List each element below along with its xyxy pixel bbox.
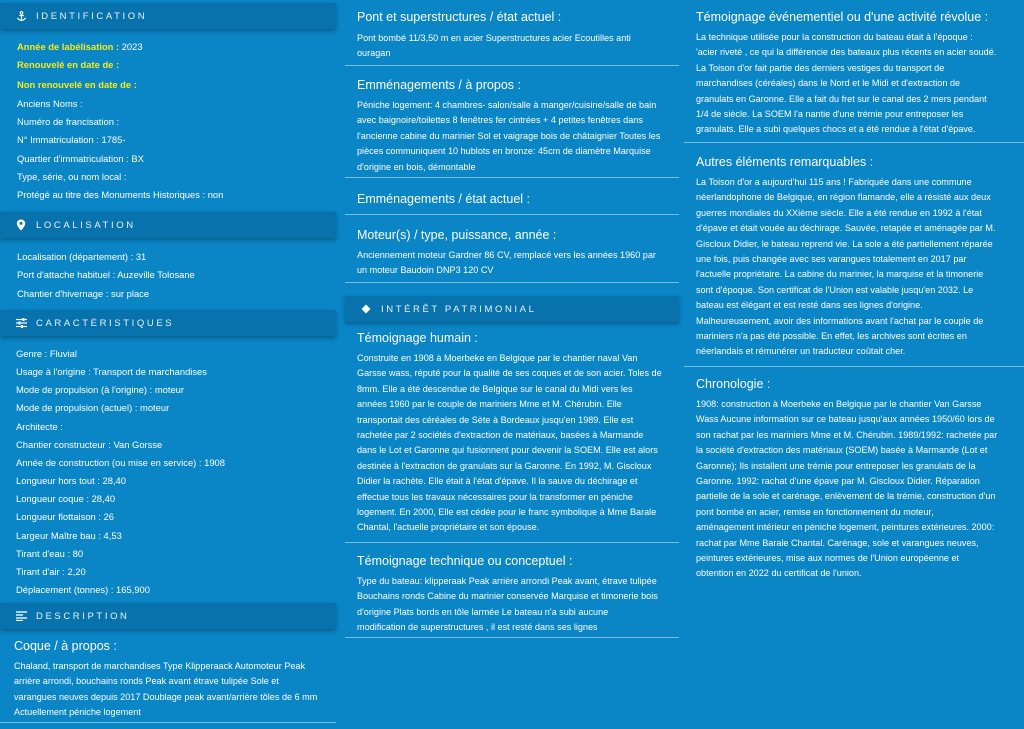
text-line: sont d'époque. Son certificat de l'Union est valable jusqu'en 2032. Le: [696, 284, 974, 295]
text-line: Anciennement moteur Gardner 86 CV, remplacé vers les années 1960 par: [357, 250, 656, 260]
text-line: rachetée par 2 sociétés d'extraction de matériaux, basées à Marmande: [357, 430, 644, 441]
caracteristique-item: Usage à l'origine : Transport de marchandises: [16, 366, 207, 378]
non-renouvele: Non renouvelé en date de :: [17, 79, 137, 90]
divider: [345, 637, 679, 638]
divider: [345, 282, 679, 283]
chrono-title: Chronologie :: [696, 377, 771, 391]
text-line: Bouchains ronds Cabine du marinier conservée Marquise et timonerie bois: [357, 591, 658, 602]
text-line: Garonne); Ils installent une trémie pour entreposer les granulats de la: [696, 460, 976, 471]
text-line: ouragan: [357, 48, 391, 59]
text-line: d'épave et était vouée au déchirage. Sauvée, retapée et aménagée par M.: [696, 223, 996, 234]
text-line: rachat par Mme Barale Chantal. Carénage, sole et varangues neuves,: [696, 537, 979, 548]
text-line: varangues neuves depuis 2017 Doublage peak avant/arrière tôles de 6 mm: [14, 691, 318, 702]
text-line: dans le Lot et Garonne qui fusionnent pour devenir la SOEM. Elle est alors: [357, 445, 658, 456]
emm-apropos-title: Emménagements / à propos :: [357, 78, 521, 92]
autres-title: Autres éléments remarquables :: [696, 155, 874, 169]
text-line: Malheureusement, avoir des informations avant l'achat par le couple de: [696, 315, 984, 326]
text-line: Garonne. 1992: rachat d'une épave par M. Giscloux Didier. Réparation: [696, 476, 980, 487]
annee-value: 2023: [121, 41, 143, 52]
caracteristique-item: Longueur hors tout : 28,40: [16, 475, 126, 487]
text-line: pont bombé en acier, remise en fonctionnement du moteur,: [696, 506, 934, 517]
text-line: 8mm. Elle a été descendue de Belgique sur le canal du Midi vers les: [357, 383, 633, 394]
annee-labelisation: Année de labélisation : 2023: [17, 41, 143, 52]
caracteristique-item: Chantier constructeur : Van Gorsse: [16, 438, 163, 450]
text-line: partielle de la sole et carénage, enlèvement de la trémie, construction d'un: [696, 491, 996, 502]
localisation-title: LOCALISATION: [36, 219, 136, 231]
chrono-text: [696, 397, 1024, 582]
text-line: La Toison d'or fait partie des derniers vestiges du transport de: [696, 62, 945, 73]
protege: Protégé au titre des Monuments Historiques : non: [17, 189, 224, 200]
text-line: années 1960 par le couple de mariniers Mme et M. Chérubin. Elle: [357, 399, 622, 410]
text-line: granulats. Elle a subi quelques chocs et a été rendue à l'état d'épave.: [696, 124, 976, 135]
text-line: avec baignoire/toilettes 8 fenêtres fer cintrées + 4 petites fenêtres dans: [357, 115, 643, 126]
pont-title: Pont et superstructures / état actuel :: [357, 10, 562, 24]
autres-text: [696, 175, 1024, 360]
localisation-header: [0, 212, 336, 238]
caracteristique-item: Longueur flottaison : 26: [16, 511, 114, 523]
evenement-title: Témoignage événementiel ou d'une activité révolue :: [696, 10, 989, 24]
text-line: pièces communiquent 10 hublots en bronze: 45cm de diamètre Marquise: [357, 146, 651, 157]
technique-text: [357, 574, 679, 636]
divider: [345, 177, 679, 178]
moteur-text: [357, 248, 679, 279]
text-line: aménagement intérieur en péniche logement, peintures extérieures. 2000:: [696, 522, 995, 533]
quartier: Quartier d'immatriculation : BX: [17, 153, 144, 164]
anciens-noms: Anciens Noms :: [17, 98, 83, 109]
text-line: l'actuelle propriétaire. La cabine du marinier, la marquise et la timonerie: [696, 269, 984, 280]
caracteristique-item: Mode de propulsion (à l'origine) : moteur: [16, 384, 185, 396]
text-line: arrière arrondi, bouchains ronds Peak avant étrave tulipée Sole et: [14, 676, 279, 687]
anchor-icon: [14, 11, 28, 22]
description-header: [0, 603, 336, 629]
text-line: logement. En 2000, Elle est cédée pour le franc symbolique à Mme Barale: [357, 507, 657, 518]
caracteristique-item: Largeur Maître bau : 4,53: [16, 529, 122, 541]
coque-title: Coque / à propos :: [14, 639, 117, 653]
port-attache: Port d'attache habituel : Auzeville Tolosane: [17, 269, 195, 280]
numero-francisation: Numéro de francisation :: [17, 116, 120, 127]
text-line: 1/4 de siècle. La SOEM l'a nantie d'une trémie pour entreposer les: [696, 109, 964, 120]
moteur-title: Moteur(s) / type, puissance, année :: [357, 228, 557, 242]
chantier-hivernage: Chantier d'hivernage : sur place: [17, 288, 150, 299]
text-line: Construite en 1908 à Moerbeke en Belgique par le chantier naval Van: [357, 353, 638, 363]
text-line: 1908: construction à Moerbeke en Belgique par le chantier Van Garsse: [696, 399, 982, 409]
text-line: destinée à l'extraction de granulats sur la Garonne. En 1992, M. Giscloux: [357, 460, 652, 471]
coque-text: [14, 659, 340, 721]
text-line: Chantal, l'actuelle propriétaire et son épouse.: [357, 522, 540, 533]
text-line: La technique utilisée pour la construction du bateau était à l'époque :: [696, 32, 973, 42]
sliders-icon: [14, 318, 28, 328]
text-line: Didier la rachète. Elle était à l'état d'épave. Il la sauve du déchirage et: [357, 476, 638, 487]
text-line: peintures extérieures, mise aux normes de l'Union européenne et: [696, 553, 960, 564]
identification-title: IDENTIFICATION: [36, 10, 148, 22]
caracteristique-item: Longueur coque : 28,40: [16, 493, 116, 505]
caracteristique-item: Année de construction (ou mise en service) : 1908: [16, 456, 225, 468]
text-line: mariniers n'a pas été possible. En effet, les archives sont écrites en: [696, 331, 967, 342]
text-line: Chaland, transport de marchandises Type Klipperaack Automoteur Peak: [14, 661, 305, 671]
text-line: marchandises (céréales) dans le Nord et le Midi et d'extraction de: [696, 78, 961, 89]
caracteristique-item: Genre : Fluvial: [16, 348, 77, 359]
text-line: granulats en Garonne. Elle a fait du fret sur le canal des 2 mers pendant: [696, 93, 987, 104]
divider: [345, 542, 679, 543]
text-line: 'acier riveté , ce qui la différencie des bateaux plus récents en acier soudé.: [696, 47, 997, 58]
text-line: Type du bateau: klipperaak Peak arrière arrondi Peak avant, étrave tulipée: [357, 576, 657, 586]
immatriculation: N° Immatriculation : 1785-: [17, 134, 126, 145]
emm-etat-title: Emménagements / état actuel :: [357, 192, 531, 206]
caracteristique-item: Mode de propulsion (actuel) : moteur: [16, 402, 170, 414]
humain-title: Témoignage humain :: [357, 331, 478, 345]
text-line: Péniche logement: 4 chambres- salon/salle à manger/cuisine/salle de bain: [357, 100, 657, 110]
divider: [345, 214, 679, 215]
caracteristique-item: Déplacement (tonnes) : 165,900: [16, 583, 150, 595]
divider: [0, 722, 336, 723]
description-title: DESCRIPTION: [36, 610, 130, 622]
divider: [684, 142, 1024, 143]
renouvele: Renouvelé en date de :: [17, 59, 120, 70]
text-line: néerlandais et rémunérer un traducteur coûtait cher.: [696, 346, 906, 357]
caracteristique-item: Tirant d'eau : 80: [16, 547, 84, 559]
divider: [345, 65, 679, 66]
text-line: Pont bombé 11/3,50 m en acier Superstructures acier Ecoutilles anti: [357, 33, 631, 43]
align-left-icon: [14, 611, 28, 621]
text-line: d'origine Plats bords en tôle larmée Le bateau n'a subi aucune: [357, 606, 609, 617]
text-line: La Toison d'or a aujourd'hui 115 ans ! Fabriquée dans une commune: [696, 177, 972, 187]
text-line: son rachat par les mariniers Mme et M. Chérubin. 1989/1992: rachetée par: [696, 429, 998, 440]
diamond-icon: [359, 304, 373, 314]
text-line: bateau est élégant et est resté dans ses lignes d'origine.: [696, 300, 923, 311]
text-line: une fois, puis changée avec ses varangues totalement en 2017 par: [696, 254, 967, 265]
text-line: Actuellement péniche logement: [14, 707, 141, 718]
identification-header: [0, 3, 336, 29]
technique-title: Témoignage technique ou conceptuel :: [357, 554, 573, 568]
text-line: un moteur Baudoin DNP3 120 CV: [357, 265, 494, 276]
text-line: Wass Aucune information sur ce bateau jusqu'aux années 1950/60 lors de: [696, 414, 995, 425]
divider: [684, 366, 1024, 367]
text-line: obtention en 2022 du certificat de l'union.: [696, 568, 862, 579]
caracteristiques-header: [0, 310, 336, 336]
caracteristiques-title: CARACTÉRISTIQUES: [36, 317, 175, 329]
map-pin-icon: [14, 219, 28, 231]
text-line: l'ancienne cabine du marinier Sol et vaigrage bois de châtaignier Toutes les: [357, 130, 661, 141]
text-line: la société d'extraction des matériaux (SOEM) basée à Marmande (Lot et: [696, 445, 988, 456]
text-line: guerres mondiales du XXième siècle. Elle a été rendue en 1992 à l'état: [696, 207, 982, 218]
pont-text: [357, 31, 679, 62]
interet-header: [345, 296, 679, 322]
emm-apropos-text: [357, 98, 679, 175]
caracteristique-item: Architecte :: [16, 420, 63, 432]
text-line: d'origine en bois, démontable: [357, 161, 476, 172]
caracteristique-item: Tirant d'air : 2,20: [16, 565, 86, 577]
text-line: modification de superstructures , il est resté dans ses lignes: [357, 622, 598, 633]
interet-title: INTÉRÊT PATRIMONIAL: [381, 303, 537, 315]
type-serie: Type, série, ou nom local :: [17, 171, 127, 182]
text-line: transportait des céréales de Sète à Bordeaux jusqu'en 1989. Elle est: [357, 414, 634, 425]
text-line: Giscloux Didier, le bateau reprend vie. La sole a été partiellement réparée: [696, 238, 993, 249]
departement: Localisation (département) : 31: [17, 251, 147, 262]
text-line: effectue tous les travaux nécessaires pour la transformer en péniche: [357, 491, 633, 502]
evenement-text: [696, 30, 1024, 138]
text-line: néerlandophone de Belgique, en région flamande, elle a résisté aux deux: [696, 192, 991, 203]
humain-text: [357, 351, 679, 536]
text-line: Garsse wass, réputé pour la qualité de ses coques et de son acier. Toles de: [357, 368, 662, 379]
